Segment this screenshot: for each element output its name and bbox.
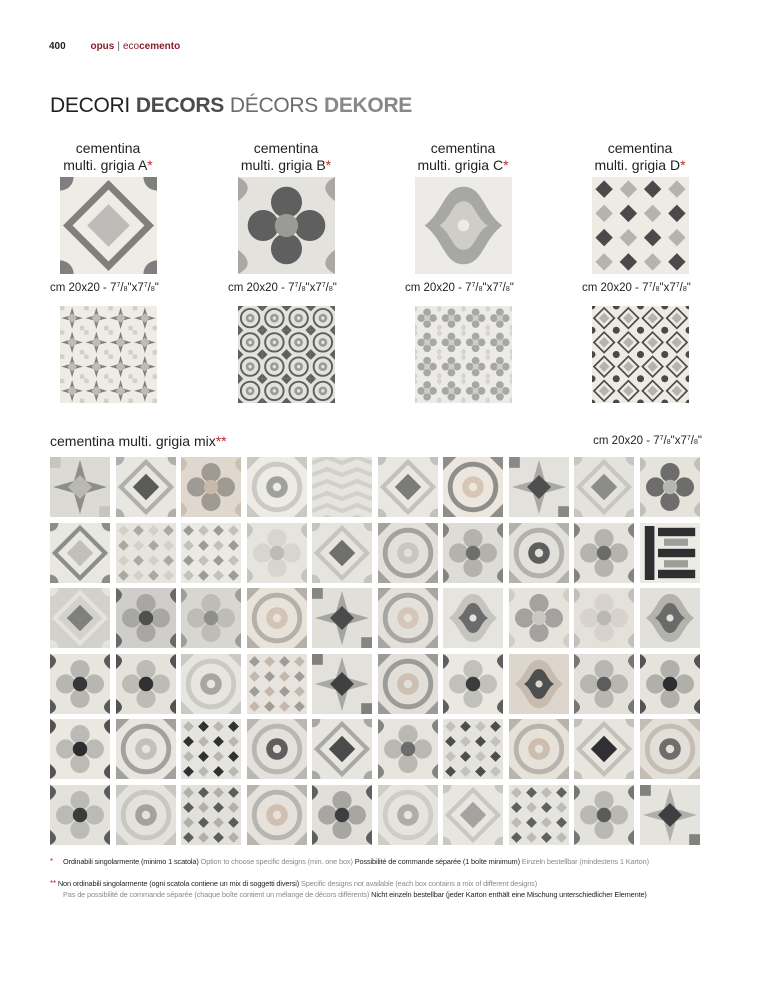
footnote-2-fr: Pas de possibilité de commande séparée (chaque boîte contient un mélange de décors différents) [63, 890, 370, 899]
mix-tile [247, 785, 307, 845]
footnote-2-it: Non ordinabili singolarmente (ogni scatola contiene un mix di soggetti diversi) [57, 879, 300, 888]
product-star: * [325, 157, 332, 173]
mix-tile [50, 523, 110, 583]
mix-size-prefix: cm 20x20 - 7 [593, 435, 660, 447]
mix-tile [378, 523, 438, 583]
size-end: " [509, 282, 514, 294]
mix-tile [247, 588, 307, 648]
product-size-label: cm $20x20 - 7^7/8"x7^7/8$" [228, 282, 337, 294]
mix-tile [181, 588, 241, 648]
product-name-line1: cementina [607, 140, 673, 156]
product-tile-image [415, 177, 512, 274]
mix-tile [181, 719, 241, 779]
title-french: DÉCORS [229, 94, 318, 117]
product-name-line1: cementina [430, 140, 496, 156]
mix-tile [116, 719, 176, 779]
mix-tile [443, 588, 503, 648]
footnote-2-continued [63, 890, 647, 901]
size-end: " [686, 282, 691, 294]
fraction-num: 7 [659, 435, 664, 442]
mix-tile [509, 785, 569, 845]
product-line-prefix: eco [122, 41, 140, 52]
title-english: DECORS [135, 94, 224, 117]
mix-tile [640, 457, 700, 517]
title-german: DEKORE [323, 94, 413, 117]
brand-name: opus [90, 41, 115, 52]
mix-name-text: cementina multi. grigia mix [50, 433, 216, 449]
mix-tile [247, 523, 307, 583]
mix-tile [443, 457, 503, 517]
title-italian: DECORI [50, 94, 130, 117]
mix-tile [640, 719, 700, 779]
size-end: " [332, 282, 337, 294]
mix-tile [378, 654, 438, 714]
mix-tile [378, 588, 438, 648]
footnote-mark-1: * [50, 857, 53, 866]
mix-tile [574, 785, 634, 845]
product-line-suffix: cemento [139, 41, 181, 52]
product-name-line1: cementina [75, 140, 141, 156]
mix-tile [509, 523, 569, 583]
product-star: * [503, 157, 509, 173]
mix-tile [640, 654, 700, 714]
size-end: " [154, 282, 159, 294]
mix-tile [312, 719, 372, 779]
product-tile-image [592, 177, 689, 274]
mix-tile [116, 523, 176, 583]
fraction-num: 7 [675, 282, 680, 289]
fraction-num: 7 [498, 282, 503, 289]
footnote-2 [50, 879, 537, 890]
mix-tile [509, 654, 569, 714]
footnote-1-fr: Possibilité de commande séparée (1 boîte minimum) [354, 857, 520, 866]
product-name-line2: multi. grigia C* [417, 157, 509, 173]
mix-tile [312, 523, 372, 583]
mix-tile [116, 654, 176, 714]
fraction-den: 8 [328, 286, 333, 293]
mix-name-stars: ** [215, 433, 227, 449]
product-name [28, 140, 188, 174]
mix-tile [378, 457, 438, 517]
mix-tile [116, 457, 176, 517]
mix-tile [312, 654, 372, 714]
product-name-line1: cementina [253, 140, 319, 156]
mix-tile [181, 654, 241, 714]
mix-tile [640, 588, 700, 648]
mix-tile [574, 457, 634, 517]
size-mid: "x7 [127, 282, 144, 294]
fraction-num: 7 [648, 282, 653, 289]
mix-tile [312, 785, 372, 845]
product-surface-image [238, 306, 335, 403]
product-name-line2: multi. grigia B* [240, 157, 332, 173]
fraction-num: 7 [143, 282, 148, 289]
product-size-label: cm $20x20 - 7^7/8"x7^7/8$" [405, 282, 514, 294]
size-prefix: cm 20x20 - 7 [582, 282, 649, 294]
mix-tile [509, 719, 569, 779]
mix-tile [116, 588, 176, 648]
product-surface-image [60, 306, 157, 403]
mix-tile [378, 719, 438, 779]
mix-tile [574, 523, 634, 583]
mix-tile [640, 785, 700, 845]
size-prefix: cm 20x20 - 7 [228, 282, 295, 294]
size-mid: "x7 [670, 435, 687, 447]
mix-tile [247, 457, 307, 517]
product-surface-image [415, 306, 512, 403]
product-star: * [147, 157, 153, 173]
product-name [206, 140, 366, 174]
mix-tile [443, 719, 503, 779]
page-number: 400 [49, 41, 66, 52]
size-prefix: cm 20x20 - 7 [405, 282, 472, 294]
product-size-label: cm $20x20 - 7^7/8"x7^7/8$" [582, 282, 691, 294]
product-tile-image [60, 177, 157, 274]
mix-tile-grid [50, 457, 700, 845]
mix-tile [181, 457, 241, 517]
mix-tile [312, 588, 372, 648]
mix-tile [509, 457, 569, 517]
mix-tile [640, 523, 700, 583]
footnote-2-de: Nicht einzeln bestellbar (jeder Karton enthält eine Mischung unterschiedlicher Elemente) [371, 890, 647, 899]
fraction-den: 8 [682, 286, 687, 293]
size-end: " [697, 435, 702, 447]
size-mid: "x7 [482, 282, 499, 294]
mix-tile [181, 523, 241, 583]
mix-tile [378, 785, 438, 845]
mix-tile [50, 588, 110, 648]
fraction-den: 8 [150, 286, 155, 293]
mix-tile [50, 654, 110, 714]
product-surface-image [592, 306, 689, 403]
mix-tile [247, 654, 307, 714]
fraction-den: 8 [505, 286, 510, 293]
footnote-1-it: Ordinabili singolarmente (minimo 1 scatola) [63, 857, 199, 866]
fraction-den: 8 [123, 286, 128, 293]
mix-tile [50, 457, 110, 517]
mix-tile [443, 785, 503, 845]
mix-tile [574, 654, 634, 714]
fraction-num: 7 [686, 435, 691, 442]
mix-tile [443, 654, 503, 714]
product-name [383, 140, 543, 174]
mix-tile [443, 523, 503, 583]
mix-tile [181, 785, 241, 845]
product-name [560, 140, 720, 174]
fraction-den: 8 [694, 439, 698, 446]
mix-tile [312, 457, 372, 517]
product-name-line2: multi. grigia D* [594, 157, 686, 173]
product-name-line2: multi. grigia A* [63, 157, 153, 173]
fraction-num: 7 [116, 282, 121, 289]
product-star: * [680, 157, 686, 173]
footnote-mark-2: ** [50, 879, 56, 888]
size-mid: "x7 [659, 282, 676, 294]
mix-size-label: cm $20x20 - 7^7/8"x7^7/8$" [593, 435, 702, 447]
mix-tile [116, 785, 176, 845]
footnote-2-en: Specific designs not available (each box contains a mix of different designs) [300, 879, 538, 888]
fraction-den: 8 [478, 286, 483, 293]
fraction-num: 7 [294, 282, 299, 289]
fraction-den: 8 [666, 439, 671, 446]
footnote-1 [63, 857, 649, 868]
mix-product-name [50, 433, 227, 449]
size-mid: "x7 [305, 282, 322, 294]
mix-tile [50, 785, 110, 845]
header-separator: | [117, 41, 120, 52]
fraction-num: 7 [471, 282, 476, 289]
fraction-num: 7 [321, 282, 326, 289]
mix-tile [50, 719, 110, 779]
mix-tile [509, 588, 569, 648]
product-tile-image [238, 177, 335, 274]
footnote-1-de: Einzeln bestellbar (mindestens 1 Karton) [521, 857, 649, 866]
size-prefix: cm 20x20 - 7 [50, 282, 117, 294]
footnote-1-en: Option to choose specific designs (min. one box) [200, 857, 353, 866]
mix-tile [574, 588, 634, 648]
mix-tile [247, 719, 307, 779]
page-title [50, 94, 418, 118]
page-header [49, 41, 180, 52]
mix-tile [574, 719, 634, 779]
fraction-den: 8 [655, 286, 660, 293]
fraction-den: 8 [301, 286, 306, 293]
product-size-label: cm $20x20 - 7^7/8"x7^7/8$" [50, 282, 159, 294]
